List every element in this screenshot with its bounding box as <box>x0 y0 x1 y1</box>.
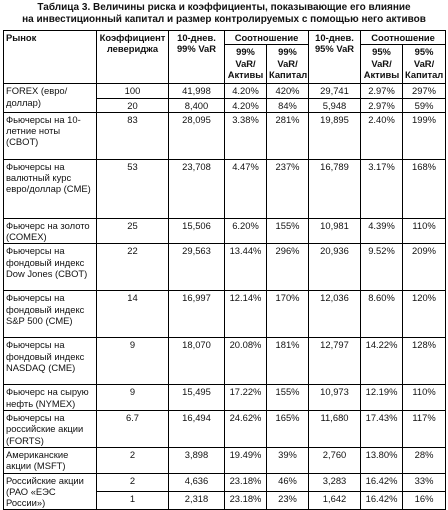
table-row <box>4 244 446 291</box>
cell-c99: 165% <box>267 411 309 448</box>
cell-a99: 19.49% <box>225 447 267 473</box>
cell-c95: 33% <box>403 473 446 491</box>
cell-var95: 1,642 <box>309 492 361 510</box>
header-95-capital: 95% VaR/ Капитал <box>403 45 446 84</box>
cell-lev: 2 <box>97 447 169 473</box>
table-row <box>4 159 446 218</box>
cell-c95: 199% <box>403 112 446 159</box>
caption-line-1: Таблица 3. Величины риска и коэффициенты, показывающие его влияние <box>37 2 411 13</box>
caption-line-2: на инвестиционный капитал и размер контролируемых с помощью него активов <box>22 14 426 25</box>
cell-c95: 110% <box>403 218 446 244</box>
market-name-cell: Фьючерс на золото (COMEX) <box>4 218 97 244</box>
table-row <box>4 112 446 159</box>
cell-a99: 6.20% <box>225 218 267 244</box>
cell-lev: 6.7 <box>97 411 169 448</box>
cell-var99: 23,708 <box>169 159 225 218</box>
cell-c99: 155% <box>267 218 309 244</box>
cell-var95: 10,981 <box>309 218 361 244</box>
cell-a95: 16.42% <box>361 492 403 510</box>
table-caption <box>0 0 448 30</box>
cell-a95: 13.80% <box>361 447 403 473</box>
cell-var99: 8,400 <box>169 98 225 112</box>
header-ratio99: Соотношение <box>225 31 309 45</box>
cell-c95: 168% <box>403 159 446 218</box>
cell-c95: 128% <box>403 338 446 385</box>
cell-lev: 1 <box>97 492 169 510</box>
cell-var95: 2,760 <box>309 447 361 473</box>
cell-c95: 59% <box>403 98 446 112</box>
cell-c95: 209% <box>403 244 446 291</box>
cell-c99: 46% <box>267 473 309 491</box>
cell-c95: 297% <box>403 84 446 98</box>
cell-var95: 16,789 <box>309 159 361 218</box>
market-name-cell: Российские акции (РАО «ЕЭС России») <box>4 473 97 510</box>
cell-lev: 14 <box>97 291 169 338</box>
market-name-cell: Фьючерсы на фондовый индекс Dow Jones (CBOT) <box>4 244 97 291</box>
cell-a99: 13.44% <box>225 244 267 291</box>
cell-var99: 2,318 <box>169 492 225 510</box>
cell-var95: 29,741 <box>309 84 361 98</box>
cell-c95: 110% <box>403 385 446 411</box>
cell-var95: 12,797 <box>309 338 361 385</box>
cell-var99: 3,898 <box>169 447 225 473</box>
cell-c99: 296% <box>267 244 309 291</box>
cell-a99: 20.08% <box>225 338 267 385</box>
market-name-cell: Фьючерсы на фондовый индекс S&P 500 (CME) <box>4 291 97 338</box>
market-name-cell: Фьючерсы на фондовый индекс NASDAQ (CME) <box>4 338 97 385</box>
cell-var95: 12,036 <box>309 291 361 338</box>
header-var95: 10-днев. 95% VaR <box>309 31 361 84</box>
cell-c95: 28% <box>403 447 446 473</box>
table-row <box>4 84 446 98</box>
cell-a99: 4.20% <box>225 84 267 98</box>
header-ratio95: Соотношение <box>361 31 446 45</box>
cell-c99: 281% <box>267 112 309 159</box>
cell-a99: 23.18% <box>225 492 267 510</box>
cell-var99: 28,095 <box>169 112 225 159</box>
table-body <box>4 84 446 510</box>
cell-a95: 2.97% <box>361 84 403 98</box>
market-name-cell: FOREX (евро/доллар) <box>4 84 97 113</box>
cell-a99: 4.47% <box>225 159 267 218</box>
header-99-capital: 99% VaR/ Капитал <box>267 45 309 84</box>
cell-a95: 16.42% <box>361 473 403 491</box>
market-name-cell: Фьючерсы на 10-летние ноты (CBOT) <box>4 112 97 159</box>
market-name-cell: Фьючерсы на валютный курс евро/доллар (CME) <box>4 159 97 218</box>
cell-a99: 24.62% <box>225 411 267 448</box>
table-row <box>4 218 446 244</box>
cell-lev: 22 <box>97 244 169 291</box>
cell-var99: 18,070 <box>169 338 225 385</box>
cell-var99: 16,494 <box>169 411 225 448</box>
cell-a95: 14.22% <box>361 338 403 385</box>
cell-var99: 15,495 <box>169 385 225 411</box>
cell-a95: 2.40% <box>361 112 403 159</box>
cell-c95: 120% <box>403 291 446 338</box>
header-leverage: Коэффициент левериджа <box>97 31 169 84</box>
cell-lev: 100 <box>97 84 169 98</box>
cell-a95: 8.60% <box>361 291 403 338</box>
cell-a99: 4.20% <box>225 98 267 112</box>
cell-lev: 9 <box>97 338 169 385</box>
table-row <box>4 291 446 338</box>
cell-var95: 3,283 <box>309 473 361 491</box>
table-row <box>4 385 446 411</box>
market-name-cell: Американские акции (MSFT) <box>4 447 97 473</box>
cell-a99: 17.22% <box>225 385 267 411</box>
cell-a95: 3.17% <box>361 159 403 218</box>
cell-a95: 4.39% <box>361 218 403 244</box>
header-99-assets: 99% VaR/ Активы <box>225 45 267 84</box>
table-row <box>4 411 446 448</box>
cell-var95: 19,895 <box>309 112 361 159</box>
table-row <box>4 473 446 491</box>
cell-lev: 2 <box>97 473 169 491</box>
cell-a95: 17.43% <box>361 411 403 448</box>
cell-c99: 170% <box>267 291 309 338</box>
market-name-cell: Фьючерс на сырую нефть (NYMEX) <box>4 385 97 411</box>
cell-c95: 16% <box>403 492 446 510</box>
cell-c99: 39% <box>267 447 309 473</box>
cell-var99: 15,506 <box>169 218 225 244</box>
cell-a99: 23.18% <box>225 473 267 491</box>
cell-a95: 9.52% <box>361 244 403 291</box>
cell-var95: 11,680 <box>309 411 361 448</box>
cell-lev: 25 <box>97 218 169 244</box>
cell-lev: 9 <box>97 385 169 411</box>
cell-a95: 2.97% <box>361 98 403 112</box>
cell-lev: 83 <box>97 112 169 159</box>
table-row <box>4 447 446 473</box>
cell-c99: 420% <box>267 84 309 98</box>
cell-c99: 23% <box>267 492 309 510</box>
cell-c95: 117% <box>403 411 446 448</box>
market-name-cell: Фьючерсы на российские акции (FORTS) <box>4 411 97 448</box>
cell-c99: 155% <box>267 385 309 411</box>
cell-c99: 84% <box>267 98 309 112</box>
header-var99: 10-днев. 99% VaR <box>169 31 225 84</box>
cell-lev: 53 <box>97 159 169 218</box>
cell-var95: 20,936 <box>309 244 361 291</box>
risk-table <box>3 30 446 510</box>
cell-a95: 12.19% <box>361 385 403 411</box>
header-market: Рынок <box>4 31 97 84</box>
cell-var95: 10,973 <box>309 385 361 411</box>
cell-c99: 181% <box>267 338 309 385</box>
header-95-assets: 95% VaR/ Активы <box>361 45 403 84</box>
cell-a99: 3.38% <box>225 112 267 159</box>
cell-a99: 12.14% <box>225 291 267 338</box>
cell-var95: 5,948 <box>309 98 361 112</box>
cell-var99: 4,636 <box>169 473 225 491</box>
table-row <box>4 338 446 385</box>
cell-var99: 41,998 <box>169 84 225 98</box>
cell-var99: 29,563 <box>169 244 225 291</box>
cell-c99: 237% <box>267 159 309 218</box>
cell-var99: 16,997 <box>169 291 225 338</box>
cell-lev: 20 <box>97 98 169 112</box>
